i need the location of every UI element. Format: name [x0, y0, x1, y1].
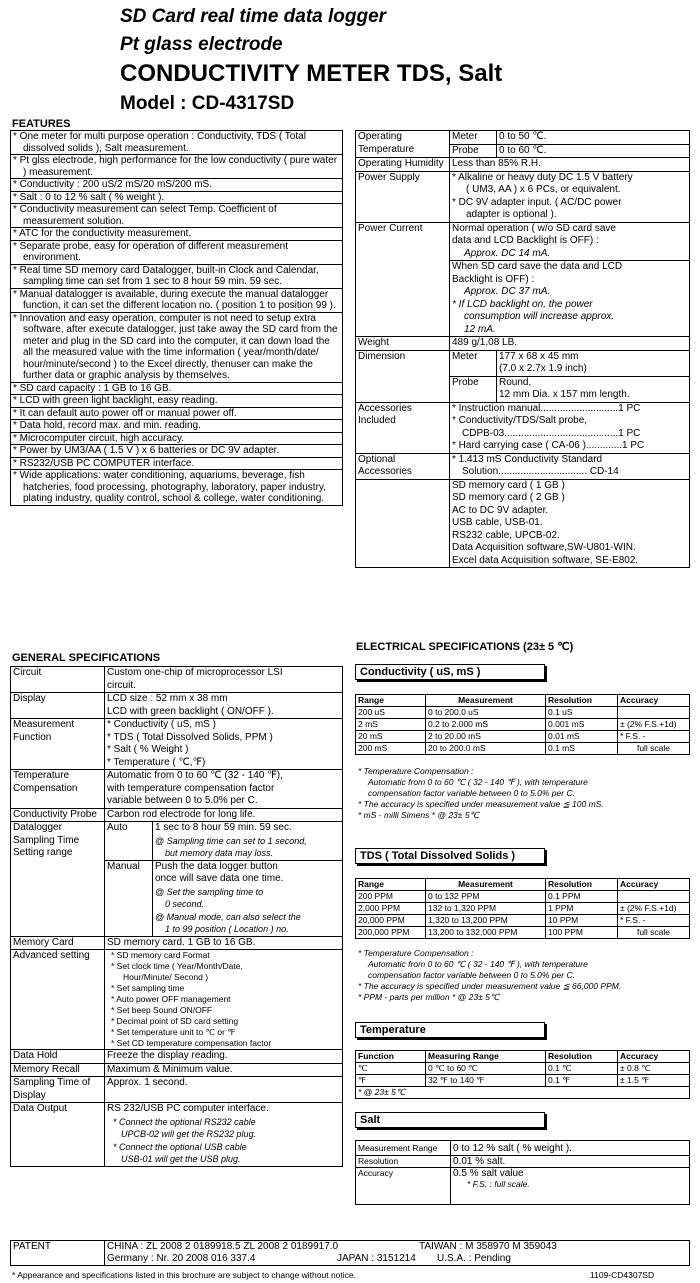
table-cell: 10 PPM	[546, 915, 618, 927]
feature-item: * SD card capacity : 1 GB to 16 GB.	[11, 382, 343, 395]
circuit-value: Custom one-chip of microprocessor LSI circuit.	[105, 667, 343, 693]
advanced-value	[105, 950, 343, 1050]
memory-card-label: Memory Card	[11, 936, 105, 950]
table-row	[356, 927, 690, 939]
advanced-item: * Auto power OFF management	[111, 994, 231, 1004]
general-heading: GENERAL SPECIFICATIONS	[12, 652, 161, 664]
table-cell: full scale	[618, 927, 690, 939]
spec-note: * The accuracy is specified under measurement value ≦ 66,000 PPM.	[358, 981, 622, 991]
advanced-item: * Set sampling time	[111, 983, 185, 993]
dim-probe-val: Round, 12 mm Dia. x 157 mm length.	[497, 376, 690, 402]
table-cell: 32 ℉ to 140 ℉	[426, 1075, 546, 1087]
dim-probe: Probe	[450, 376, 497, 402]
table-header: Measuring Range	[426, 1051, 546, 1063]
temp-comp-label: Temperature Compensation	[11, 770, 105, 809]
table-cell: ℃	[356, 1063, 426, 1075]
display-label: Display	[11, 693, 105, 719]
probe-value: Carbon rod electrode for long life.	[105, 808, 343, 822]
table-cell: ± 1.5 ℉	[618, 1075, 690, 1087]
dim-meter: Meter	[450, 350, 497, 376]
feature-item: * Power by UM3/AA ( 1.5 V ) x 6 batteries or DC 9V adapter.	[11, 445, 343, 458]
table-cell: * F.S. -	[618, 915, 690, 927]
salt-a-label: Accuracy	[356, 1168, 451, 1205]
feature-item: * Real time SD memory card Datalogger, built-in Clock and Calendar, sampling time can set from 1 sec to 8 hour 59 min. 59 sec.	[11, 264, 343, 288]
tds-table: Range Measurement Resolution Accuracy 200 PPM 0 to 132 PPM 0.1 PPM 2,000 PPM 132 to 1,320 PPM 1 PPM ± (2% F.S.+1d) 20,000 PPM 1,320 to 13,200 PPM 10 PPM * F.S. - 200,000 PPM 13,200 to 132,000 PPM 100 PPM full scale	[355, 878, 690, 939]
feature-item: * Data hold, record max. and min. reading.	[11, 420, 343, 433]
feature-item: * Conductivity measurement can select Temp. Coefficient of measurement solution.	[11, 204, 343, 228]
spec-note: compensation factor variable between 0 to 5.0% per C.	[368, 970, 575, 980]
feature-item: * Manual datalogger is available, during execute the manual datalogger function, it can set the different location no. ( position 1 to position 99 ).	[11, 288, 343, 312]
tds-notes	[358, 948, 688, 1003]
table-cell: 0.1 ℉	[546, 1075, 618, 1087]
table-cell	[618, 891, 690, 903]
memory-recall-label: Memory Recall	[11, 1063, 105, 1077]
feature-item: * RS232/USB PC COMPUTER interface.	[11, 457, 343, 470]
spec-note: * mS - milli Simens * @ 23± 5℃	[358, 810, 480, 820]
power-supply-label: Power Supply	[356, 171, 450, 222]
feature-item: * Microcomputer circuit, high accuracy.	[11, 432, 343, 445]
specs-right-table	[355, 130, 690, 568]
table-cell: 2 mS	[356, 719, 426, 731]
table-cell: 200,000 PPM	[356, 927, 426, 939]
table-cell: 132 to 1,320 PPM	[426, 903, 546, 915]
dl-auto-value: 1 sec to 8 hour 59 min. 59 sec. @ Sampling time can set to 1 second, but memory data may loss.	[153, 822, 343, 861]
table-cell: 20 mS	[356, 731, 426, 743]
dim-meter-val: 177 x 68 x 45 mm (7.0 x 2.7x 1.9 inch)	[497, 350, 690, 376]
features-heading: FEATURES	[12, 118, 71, 130]
feature-item: * Wide applications: water conditioning, aquariums, beverage, fish hatcheries, food processing, photography, laboratory, paper industry, plating industry, quality control, school & college, water conditioning.	[11, 470, 343, 506]
table-header: Function	[356, 1051, 426, 1063]
table-cell	[618, 707, 690, 719]
table-row	[356, 743, 690, 755]
table-cell: 2 to 20.00 mS	[426, 731, 546, 743]
humidity-label: Operating Humidity	[356, 158, 450, 172]
temperature-title: Temperature	[355, 1022, 545, 1038]
accessories-label: Accessories Included	[356, 402, 450, 453]
salt-table	[355, 1140, 690, 1205]
table-cell: 200 PPM	[356, 891, 426, 903]
conductivity-table: Range Measurement Resolution Accuracy 200 uS 0 to 200.0 uS 0.1 uS 2 mS 0.2 to 2.000 mS 0.001 mS ± (2% F.S.+1d) 20 mS 2 to 20.00 mS 0.01 mS * F.S. - 200 mS 20 to 200.0 mS 0.1 mS full scale	[355, 694, 690, 755]
dimension-label: Dimension	[356, 350, 450, 402]
dl-auto: Auto	[105, 822, 153, 861]
advanced-item: * SD memory card Format	[111, 950, 210, 960]
spec-note: Automatic from 0 to 60 ℃ ( 32 - 140 ℉ ), with temperature	[368, 959, 588, 969]
advanced-item: Hour/Minute/ Second )	[123, 972, 209, 982]
table-cell: 20 to 200.0 mS	[426, 743, 546, 755]
circuit-label: Circuit	[11, 667, 105, 693]
salt-r-value: 0.01 % salt.	[451, 1156, 690, 1168]
spec-note: * The accuracy is specified under measurement value ≦ 100 mS.	[358, 799, 604, 809]
table-cell: 100 PPM	[546, 927, 618, 939]
table-row	[356, 891, 690, 903]
op-temp-label: Operating Temperature	[356, 131, 450, 158]
table-cell: 2,000 PPM	[356, 903, 426, 915]
table-cell: 13,200 to 132,000 PPM	[426, 927, 546, 939]
temperature-table	[355, 1050, 690, 1099]
patent-table	[10, 1240, 690, 1266]
table-cell: ± 0.8 ℃	[618, 1063, 690, 1075]
table-cell: ℉	[356, 1075, 426, 1087]
display-value: LCD size : 52 mm x 38 mm LCD with green backlight ( ON/OFF ).	[105, 693, 343, 719]
accessories-value: * Instruction manual............................1 PC * Conductivity/TDS/Salt probe, CDPB-03.........................................1 PC * Hard carrying case ( CA-06 ).............1 PC	[450, 402, 690, 453]
optional-item: SD memory card ( 2 GB )	[452, 492, 565, 503]
conductivity-notes	[358, 766, 688, 821]
optional-std: * 1.413 mS Conductivity Standard Solution................................ CD-14	[450, 453, 690, 479]
tds-title: TDS ( Total Dissolved Solids )	[355, 848, 545, 864]
optional-item: Excel data Acquisition software, SE-E802.	[452, 554, 639, 566]
feature-item: * Innovation and easy operation, computer is not need to setup extra software, after execute datalogger, just take away the SD card from the meter and plug in the SD card into the computer, it can down load the all the measured value with the time information ( year/month/date/ hour/minute/second ) to the Excel directly, thenuser can make the further data or graphic analysis by themselves.	[11, 312, 343, 382]
table-cell: 0.1 PPM	[546, 891, 618, 903]
feature-item: * Separate probe, easy for operation of different measurement environment.	[11, 240, 343, 264]
patent-value: CHINA : ZL 2008 2 0189918.5 ZL 2008 2 0189917.0 TAIWAN : M 358970 M 359043 Germany : Nr. 20 2008 016 337.4 JAPAN : 3151214 U.S.A. : Pending	[105, 1241, 690, 1266]
advanced-label: Advanced setting	[11, 950, 105, 1050]
function-value: * Conductivity ( uS, mS ) * TDS ( Total Dissolved Solids, PPM ) * Salt ( % Weight ) * Temperature ( ℃,℉)	[105, 719, 343, 770]
datalogger-label: Datalogger Sampling Time Setting range	[11, 822, 105, 937]
power-current-value: Normal operation ( w/o SD card save data and LCD Backlight is OFF) : Approx. DC 14 mA. When SD card save the data and LCD Backlight is OFF) : Approx. DC 37 mA. * If LCD backlight on, the power consumption will increase approx. 12 mA.	[450, 222, 690, 337]
advanced-item: * Set beep Sound ON/OFF	[111, 1005, 213, 1015]
table-cell: full scale	[618, 743, 690, 755]
memory-recall-value: Maximum & Minimum value.	[105, 1063, 343, 1077]
weight-label: Weight	[356, 337, 450, 351]
model-title: Model : CD-4317SD	[120, 93, 295, 114]
table-cell: 0.01 mS	[546, 731, 618, 743]
salt-a-value: 0.5 % salt value * F.S. : full scale.	[451, 1168, 690, 1205]
probe-label: Conductivity Probe	[11, 808, 105, 822]
feature-item: * One meter for multi purpose operation : Conductivity, TDS ( Total dissolved solids ), Salt measurement.	[11, 131, 343, 155]
optional-item: RS232 cable, UPCB-02.	[452, 529, 560, 541]
footer-code: 1109-CD4307SD	[590, 1270, 655, 1280]
salt-title: Salt	[355, 1112, 545, 1128]
humidity-value: Less than 85% R.H.	[450, 158, 690, 172]
electrical-heading: ELECTRICAL SPECIFICATIONS (23± 5 ℃)	[356, 641, 574, 653]
data-hold-label: Data Hold	[11, 1050, 105, 1064]
optional-label: Optional Accessories	[356, 453, 450, 479]
table-cell: 0.1 uS	[546, 707, 618, 719]
features-table	[10, 130, 343, 506]
dl-manual-value: Push the data logger button once will save data one time. @ Set the sampling time to 0 second. @ Manual mode, can also select the 1 to 99 position ( Location ) no.	[153, 860, 343, 936]
table-cell: ± (2% F.S.+1d)	[618, 719, 690, 731]
table-header: Resolution	[546, 1051, 618, 1063]
table-row	[356, 707, 690, 719]
data-output-label: Data Output	[11, 1103, 105, 1167]
power-supply-value: * Alkaline or heavy duty DC 1.5 V battery ( UM3, AA ) x 6 PCs, or equivalent. * DC 9V adapter input. ( AC/DC power adapter is optional ).	[450, 171, 690, 222]
patent-label: PATENT	[11, 1241, 105, 1266]
table-row	[356, 731, 690, 743]
spec-note: * PPM - parts per million * @ 23± 5℃	[358, 992, 500, 1002]
function-label: Measurement Function	[11, 719, 105, 770]
title-line2: Pt glass electrode	[120, 34, 283, 55]
feature-item: * Conductivity : 200 uS/2 mS/20 mS/200 mS.	[11, 179, 343, 192]
op-probe-val: 0 to 60 ℃.	[497, 144, 690, 158]
power-current-label: Power Current	[356, 222, 450, 337]
general-table	[10, 666, 343, 1167]
op-meter-val: 0 to 50 ℃.	[497, 131, 690, 145]
spec-note: * Temperature Compensation :	[358, 766, 474, 776]
table-cell: * F.S. -	[618, 731, 690, 743]
temp-comp-value: Automatic from 0 to 60 ℃ (32 - 140 ℉), with temperature compensation factor variable between 0 to 5.0% per C.	[105, 770, 343, 809]
advanced-item: * Set temperature unit to ℃ or ℉	[111, 1027, 236, 1037]
footer-note: * Appearance and specifications listed in this brochure are subject to change without notice.	[12, 1270, 356, 1280]
optional-item: USB cable, USB-01.	[452, 517, 543, 528]
table-row	[356, 903, 690, 915]
table-cell: 0 ℃ to 60 ℃	[426, 1063, 546, 1075]
salt-m-value: 0 to 12 % salt ( % weight ).	[451, 1141, 690, 1156]
feature-item: * LCD with green light backlight, easy reading.	[11, 395, 343, 408]
table-cell: 1,320 to 13,200 PPM	[426, 915, 546, 927]
salt-r-label: Resolution	[356, 1156, 451, 1168]
feature-item: * It can default auto power off or manual power off.	[11, 407, 343, 420]
table-cell: ± (2% F.S.+1d)	[618, 903, 690, 915]
conductivity-title: Conductivity ( uS, mS )	[355, 664, 545, 680]
spec-note: compensation factor variable between 0 to 5.0% per C.	[368, 788, 575, 798]
table-cell: 0.001 mS	[546, 719, 618, 731]
sampling-label: Sampling Time of Display	[11, 1077, 105, 1103]
optional-item: AC to DC 9V adapter.	[452, 504, 549, 516]
table-cell: 1 PPM	[546, 903, 618, 915]
op-meter: Meter	[450, 131, 497, 145]
temperature-note: * @ 23± 5℃	[356, 1087, 690, 1099]
advanced-item: * Set clock time ( Year/Month/Date,	[111, 961, 243, 971]
advanced-item: * Decimal point of SD card setting	[111, 1016, 239, 1026]
advanced-item: * Set CD temperature compensation factor	[111, 1038, 272, 1048]
optional-item: Data Acquisition software,SW-U801-WIN.	[452, 542, 636, 553]
optional-list	[450, 479, 690, 568]
op-probe: Probe	[450, 144, 497, 158]
optional-item: SD memory card ( 1 GB )	[452, 479, 565, 491]
spec-note: * Temperature Compensation :	[358, 948, 474, 958]
spec-note: Automatic from 0 to 60 ℃ ( 32 - 140 ℉ ), with temperature	[368, 777, 588, 787]
dl-manual: Manual	[105, 860, 153, 936]
table-cell: 0.1 ℃	[546, 1063, 618, 1075]
feature-item: * Pt glss electrode, high performance for the low conductivity ( pure water ) measurement.	[11, 155, 343, 179]
page-title: CONDUCTIVITY METER TDS, Salt	[120, 60, 503, 87]
table-cell: 0 to 200.0 uS	[426, 707, 546, 719]
table-cell: 0 to 132 PPM	[426, 891, 546, 903]
data-hold-value: Freeze the display reading.	[105, 1050, 343, 1064]
table-header: Accuracy	[618, 1051, 690, 1063]
data-output-value: RS 232/USB PC computer interface. * Connect the optional RS232 cable UPCB-02 will get the RS232 plug. * Connect the optional USB cable USB-01 will get the USB plug.	[105, 1103, 343, 1167]
table-cell: 0.2 to 2.000 mS	[426, 719, 546, 731]
feature-item: * Salt : 0 to 12 % salt ( % weight ).	[11, 191, 343, 204]
title-line1: SD Card real time data logger	[120, 6, 387, 27]
salt-m-label: Measurement Range	[356, 1141, 451, 1156]
table-cell: 0.1 mS	[546, 743, 618, 755]
sampling-value: Approx. 1 second.	[105, 1077, 343, 1103]
weight-value: 489 g/1.08 LB.	[450, 337, 690, 351]
table-cell: 200 uS	[356, 707, 426, 719]
table-row	[356, 915, 690, 927]
feature-item: * ATC for the conductivity measurement.	[11, 228, 343, 241]
table-row	[356, 719, 690, 731]
table-cell: 20,000 PPM	[356, 915, 426, 927]
table-cell: 200 mS	[356, 743, 426, 755]
memory-card-value: SD memory card. 1 GB to 16 GB.	[105, 936, 343, 950]
